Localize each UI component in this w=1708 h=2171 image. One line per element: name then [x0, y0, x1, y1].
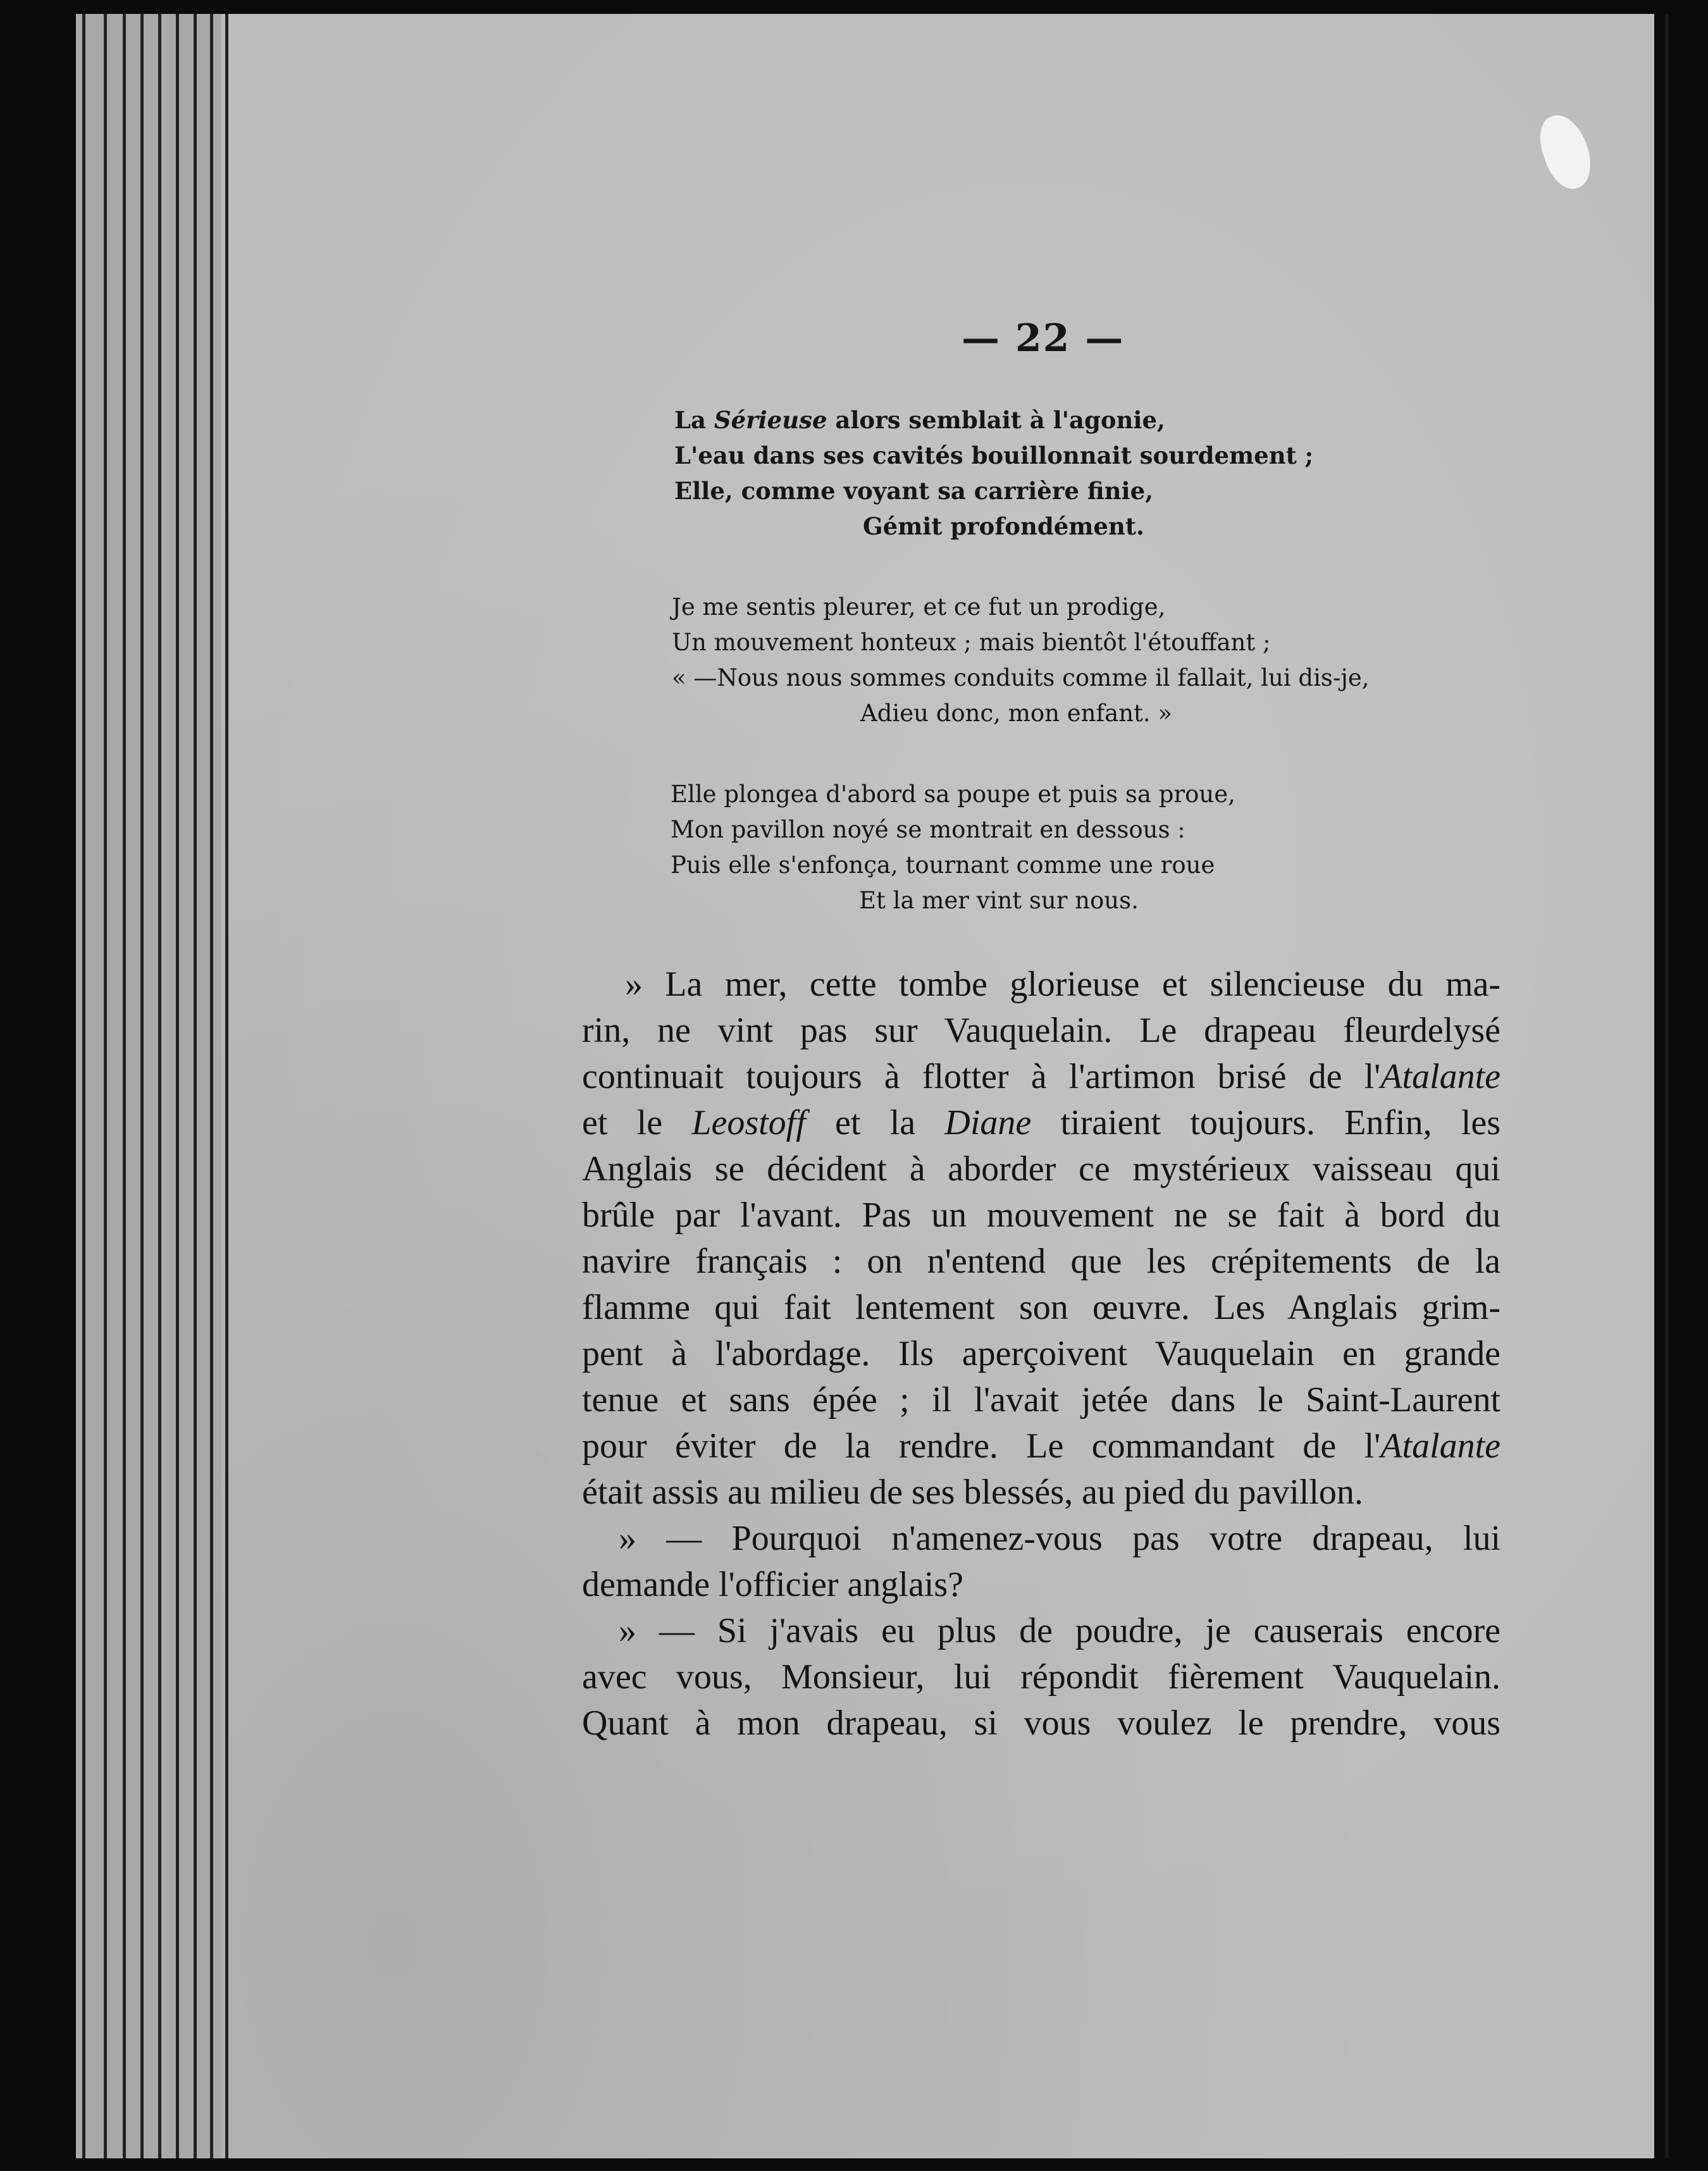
prose-paragraph-3: [582, 1608, 1501, 1747]
verse-line: Je me sentis pleurer, et ce fut un prodige,: [672, 593, 1166, 621]
ship-name: Leostoff: [691, 1103, 806, 1142]
prose-line: [582, 1100, 1501, 1146]
page-edge-lines: [76, 14, 228, 2158]
prose-paragraph-1: [582, 962, 1501, 1516]
verse-text: alors semblait à l'agonie,: [827, 406, 1165, 434]
right-gutter: [1654, 0, 1708, 2171]
prose-line: navire français : on n'entend que les crépitements de la: [582, 1242, 1501, 1281]
verse-text: La: [674, 406, 714, 434]
verse-line: « —Nous nous sommes conduits comme il fallait, lui dis-je,: [672, 664, 1370, 691]
prose-line: Anglais se décident à aborder ce mystérieux vaisseau qui: [582, 1149, 1501, 1189]
prose-line: avec vous, Monsieur, lui répondit fièrement Vauquelain.: [582, 1657, 1501, 1697]
prose-line: » — Si j'avais eu plus de poudre, je causerais encore: [619, 1611, 1501, 1650]
verse-line: Elle plongea d'abord sa poupe et puis sa proue,: [671, 781, 1235, 808]
verse-line: Adieu donc, mon enfant. »: [860, 700, 1173, 727]
prose-line: Quant à mon drapeau, si vous voulez le prendre, vous: [582, 1704, 1501, 1743]
prose-line: rin, ne vint pas sur Vauquelain. Le drapeau fleurdelysé: [582, 1011, 1501, 1050]
poem-stanza-3: [671, 777, 1235, 918]
verse-line: Gémit profondément.: [863, 512, 1144, 540]
verse-line: Un mouvement honteux ; mais bientôt l'étouffant ;: [672, 629, 1271, 656]
prose-line: [582, 1423, 1501, 1469]
verse-line: Elle, comme voyant sa carrière finie,: [674, 477, 1154, 505]
prose-line: demande l'officier anglais?: [582, 1565, 964, 1604]
ship-name: Atalante: [1380, 1426, 1501, 1466]
prose-text: tiraient toujours. Enfin, les: [1031, 1103, 1501, 1142]
prose-line: flamme qui fait lentement son œuvre. Les Anglais grim-: [582, 1288, 1501, 1327]
prose-line: brûle par l'avant. Pas un mouvement ne se fait à bord du: [582, 1196, 1501, 1235]
poem-stanza-2: [672, 590, 1370, 731]
verse-line: L'eau dans ses cavités bouillonnait sourdement ;: [674, 442, 1314, 469]
verse-ship-name: Sérieuse: [714, 406, 827, 434]
verse-line: [674, 402, 1313, 438]
prose-line: » — Pourquoi n'amenez-vous pas votre drapeau, lui: [619, 1519, 1501, 1558]
prose-line: » La mer, cette tombe glorieuse et silencieuse du ma-: [625, 965, 1501, 1004]
prose-paragraph-2: [582, 1516, 1501, 1608]
prose-line: pent à l'abordage. Ils aperçoivent Vauquelain en grande: [582, 1334, 1501, 1373]
right-edge-line: [1665, 14, 1669, 2158]
verse-line: Puis elle s'enfonça, tournant comme une roue: [671, 851, 1215, 879]
prose-text: continuait toujours à flotter à l'artimon brisé de l': [582, 1057, 1381, 1096]
prose-text: et la: [805, 1103, 945, 1142]
verse-line: Et la mer vint sur nous.: [859, 887, 1139, 914]
ship-name: Diane: [944, 1103, 1032, 1142]
prose-line: [582, 1054, 1501, 1100]
prose-text: et le: [582, 1103, 692, 1142]
ship-name: Atalante: [1380, 1057, 1501, 1096]
poem-stanza-1: [674, 402, 1313, 544]
page-number: — 22 —: [962, 316, 1125, 361]
verse-line: Mon pavillon noyé se montrait en dessous :: [671, 816, 1185, 843]
prose-line: était assis au milieu de ses blessés, au pied du pavillon.: [582, 1473, 1363, 1512]
prose-line: tenue et sans épée ; il l'avait jetée dans le Saint-Laurent: [582, 1380, 1501, 1420]
prose-text: pour éviter de la rendre. Le commandant de l': [582, 1426, 1381, 1466]
